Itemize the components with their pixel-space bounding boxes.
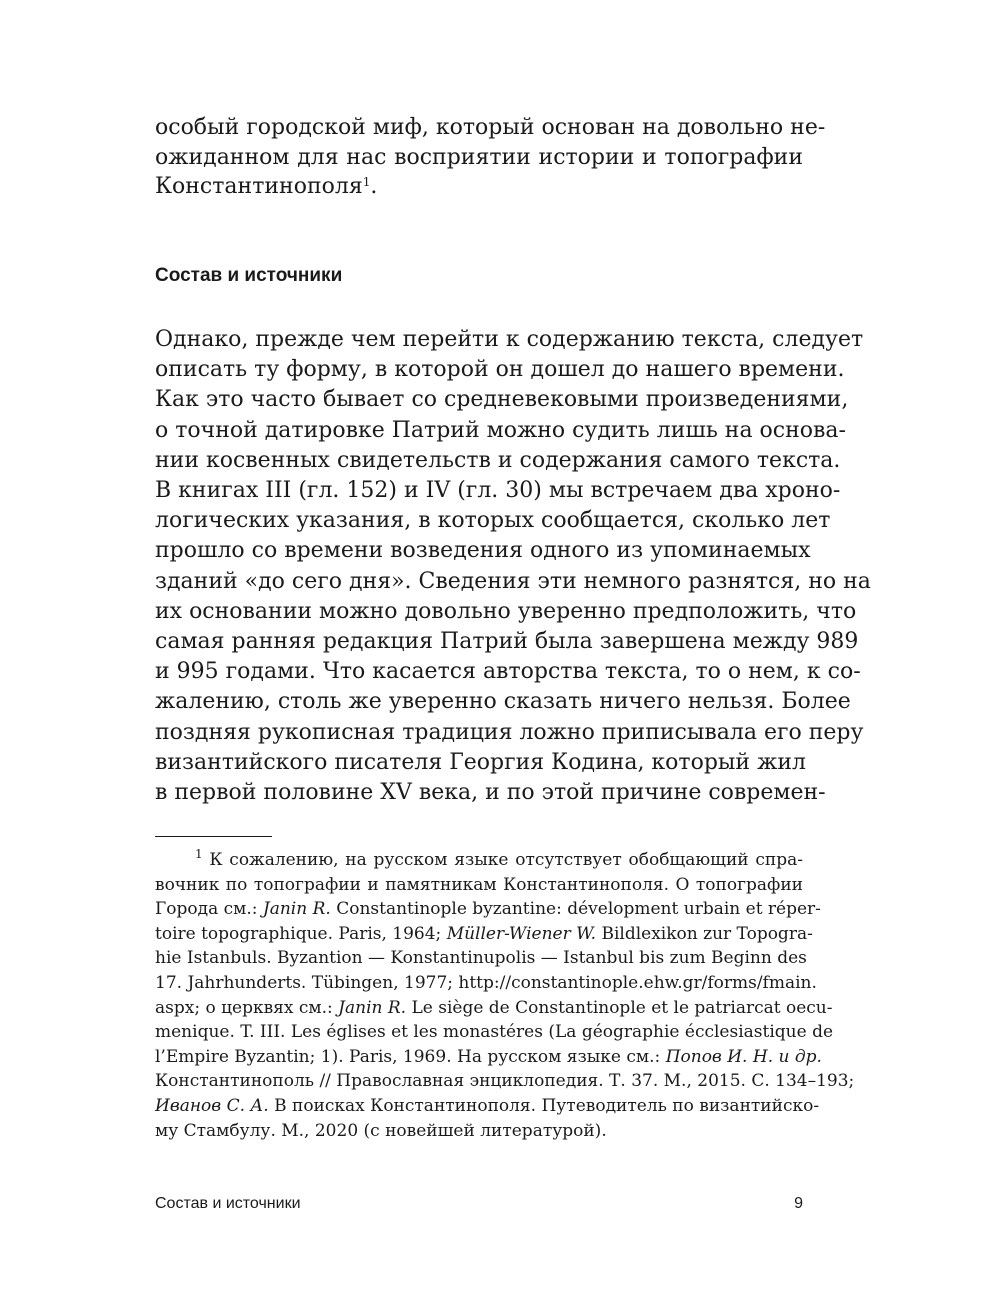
footnote-text: К сожалению, на русском языке отсутствует обобщающий спра- <box>209 850 804 870</box>
intro-end: . <box>370 174 378 199</box>
footnote-author: Попов И. Н. и др. <box>665 1046 822 1067</box>
footnote-line <box>155 997 833 1018</box>
body-line: византийского писателя Георгия Кодина, который жил <box>155 749 806 775</box>
body-line: в первой половине XV века, и по этой причине современ- <box>155 780 826 805</box>
footnote-line <box>155 948 807 969</box>
footnote-mark: 1 <box>195 847 203 861</box>
footnote-line <box>155 1022 834 1043</box>
footnote-text: hie Istanbuls. Byzantion — Konstantinupolis — Istanbul bis zum Beginn des <box>155 948 807 969</box>
footnote-line <box>155 1121 803 1141</box>
body-line: их основании можно довольно уверенно предположить, что <box>155 598 857 624</box>
body-line: жалению, столь же уверенно сказать ничего нельзя. Более <box>155 689 851 715</box>
body-line: и 995 годами. Что касается авторства текста, то о нем, к со- <box>155 659 861 685</box>
intro-text: Константинополя <box>155 174 363 199</box>
section-heading: Состав и источники <box>155 265 343 286</box>
body-line: описать ту форму, в которой он дошел до нашего времени. <box>155 357 845 383</box>
footnote-line <box>155 923 813 944</box>
footnote-line <box>155 1046 822 1067</box>
footnote-line <box>155 899 821 920</box>
footnote-text: Константинополь // Православная энциклопедия. Т. 37. М., 2015. С. 134–193; <box>155 1071 855 1092</box>
body-line: В книгах III (гл. 152) и IV (гл. 30) мы встречаем два хроно- <box>155 478 841 503</box>
footnote-text: В поисках Константинополя. Путеводитель по византийско- <box>268 1096 820 1116</box>
footnote-text: Города см.: <box>155 899 263 920</box>
body-line: Однако, прежде чем перейти к содержанию текста, следует <box>155 327 864 352</box>
body-line: прошло со времени возведения одного из упоминаемых <box>155 538 811 564</box>
footnote-author: Janin R. <box>338 997 407 1018</box>
footnote-text: Bildlexikon zur Topogra- <box>596 923 813 944</box>
footnote-text: l’Empire Byzantin; 1). Paris, 1969. На русском языке см.: <box>155 1046 666 1067</box>
body-line: поздняя рукописная традиция ложно приписывала его перу <box>155 719 864 745</box>
running-title: Состав и источники <box>155 1195 301 1212</box>
footnote-author: Иванов С. А. <box>155 1096 269 1116</box>
footnote-line <box>155 875 803 895</box>
footnote-author: Janin R. <box>262 899 331 920</box>
footnote-rule <box>155 836 272 837</box>
footnote-text: 17. Jahrhunderts. Tübingen, 1977; http://constantinople.ehw.gr/forms/fmain. <box>155 973 817 993</box>
footnote-text: му Стамбулу. М., 2020 (с новейшей литературой). <box>155 1120 607 1141</box>
body-line: нии косвенных свидетельств и содержания самого текста. <box>155 447 841 473</box>
footnote-line <box>155 847 804 870</box>
body-line: логических указания, в которых сообщается, сколько лет <box>155 508 831 534</box>
body-line: зданий «до сего дня». Сведения эти немного разнятся, но на <box>155 568 871 594</box>
footnote-text: Constantinople byzantine: dévelopment urbain et réper- <box>330 899 821 920</box>
footnote-text: menique. T. III. Les églises et les monastéres (La géographie écclesiastique de <box>155 1022 834 1043</box>
body-line: Как это часто бывает со средневековыми произведениями, <box>155 387 849 413</box>
footnote-text: toire topographique. Paris, 1964; <box>155 923 447 944</box>
body-line: самая ранняя редакция Патрий была завершена между 989 <box>155 629 859 654</box>
body-line: о точной датировке Патрий можно судить лишь на основа- <box>155 417 846 443</box>
intro-line: ожиданном для нас восприятии истории и топографии <box>155 145 803 170</box>
footnote-text: Le siège de Constantinople et le patriarcat oecu- <box>406 997 833 1018</box>
intro-line: особый городской миф, который основан на довольно не- <box>155 115 826 140</box>
footnote-line <box>155 1071 855 1092</box>
page-number: 9 <box>794 1195 803 1212</box>
footnote-ref: 1 <box>362 175 371 189</box>
intro-line <box>155 174 803 199</box>
footnote-text: вочник по топографии и памятникам Константинополя. О топографии <box>155 874 803 895</box>
footnote-line <box>155 1096 820 1116</box>
footnote-text: aspx; о церквях см.: <box>155 997 339 1018</box>
footnote-line <box>155 973 817 993</box>
footnote-author: Müller-Wiener W. <box>446 923 597 944</box>
